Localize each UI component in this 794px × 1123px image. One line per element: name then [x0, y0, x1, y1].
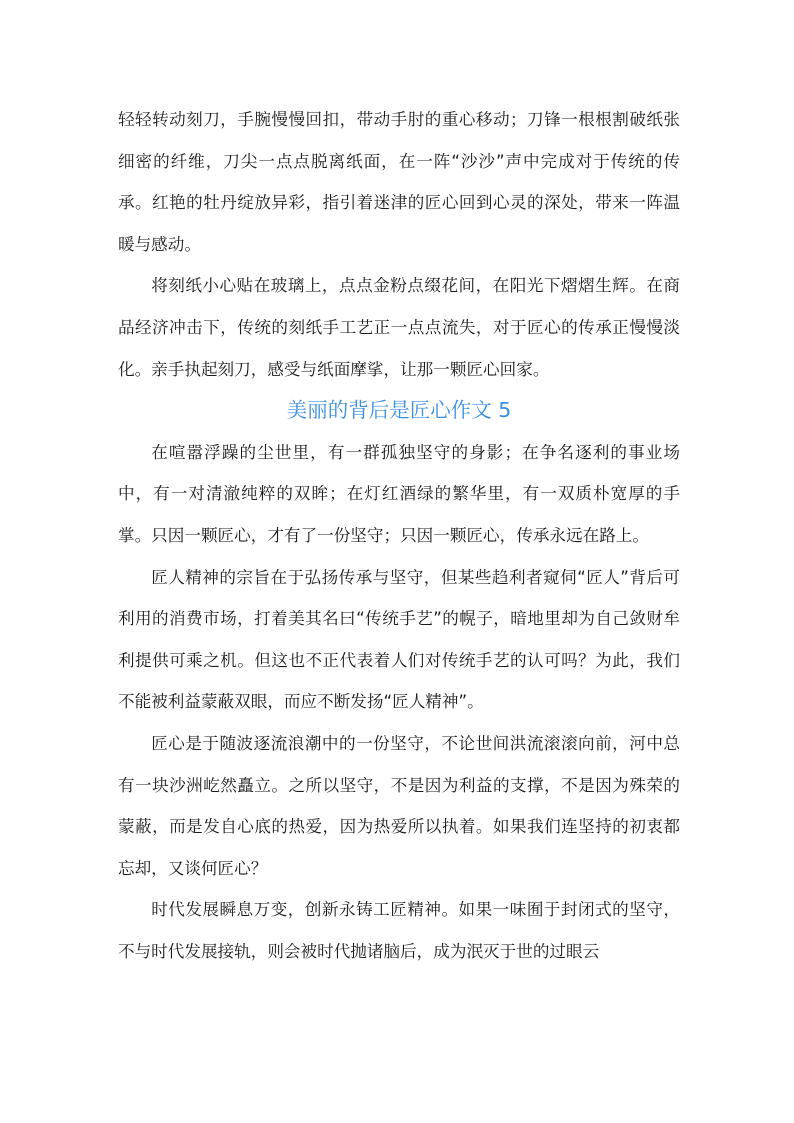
paragraph: 时代发展瞬息万变，创新永铸工匠精神。如果一味囿于封闭式的坚守，不与时代发展接轨，则会被时代抛诸脑后，成为泯灭于世的过眼云 — [118, 900, 680, 961]
paragraph: 将刻纸小心贴在玻璃上，点点金粉点缀花间，在阳光下熠熠生辉。在商品经济冲击下，传统的刻纸手工艺正一点点流失，对于匠心的传承正慢慢淡化。亲手执起刻刀，感受与纸面摩挲，让那一颗匠心回家。 — [118, 276, 680, 379]
paragraph: 匠心是于随波逐流浪潮中的一份坚守，不论世间洪流滚滚向前，河中总有一块沙洲屹然矗立。之所以坚守，不是因为利益的支撑，不是因为殊荣的蒙蔽，而是发自心底的热爱，因为热爱所以执着。如果我们连坚持的初衷都忘却，又谈何匠心？ — [118, 733, 680, 878]
paragraph: 轻轻转动刻刀，手腕慢慢回扣，带动手肘的重心移动；刀锋一根根割破纸张细密的纤维，刀尖一点点脱离纸面，在一阵“沙沙”声中完成对于传统的传承。红艳的牡丹绽放异彩，指引着迷津的匠心回到心灵的深处，带来一阵温暖与感动。 — [118, 110, 680, 254]
document-body — [118, 99, 680, 972]
section-heading: 美丽的背后是匠心作文 5 — [286, 398, 512, 423]
paragraph: 在喧嚣浮躁的尘世里，有一群孤独坚守的身影；在争名逐利的事业场中，有一对清澈纯粹的双眸；在灯红酒绿的繁华里，有一双质朴宽厚的手掌。只因一颗匠心，才有了一份坚守；只因一颗匠心，传承永远在路上。 — [118, 442, 680, 545]
paragraph: 匠人精神的宗旨在于弘扬传承与坚守，但某些趋利者窥伺“匠人”背后可利用的消费市场，打着美其名曰“传统手艺”的幌子，暗地里却为自己敛财牟利提供可乘之机。但这也不正代表着人们对传统手艺的认可吗？为此，我们不能被利益蒙蔽双眼，而应不断发扬“匠人精神”。 — [118, 567, 680, 712]
